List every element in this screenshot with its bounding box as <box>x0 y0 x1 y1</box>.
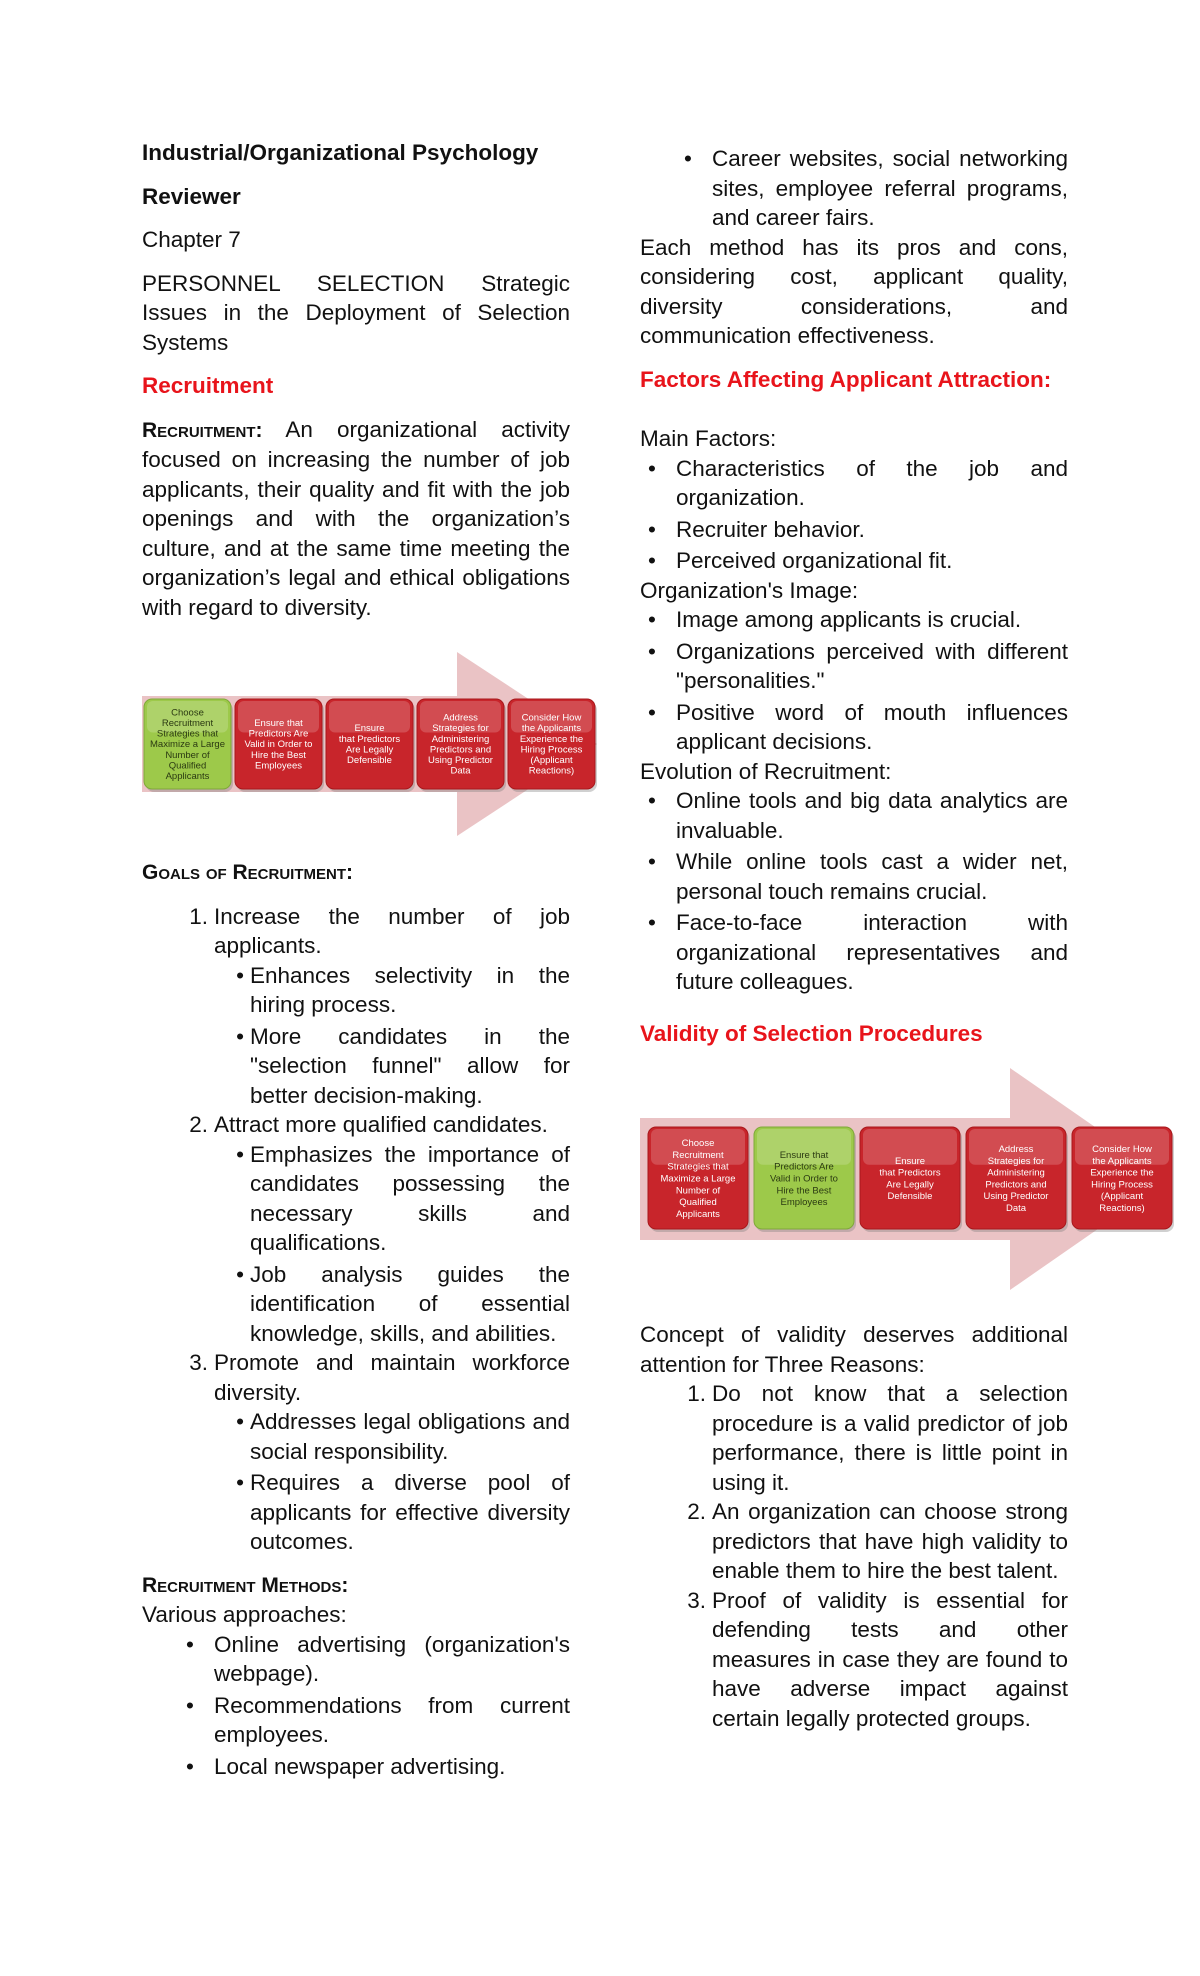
flow-step-text: Predictors Are <box>248 728 309 740</box>
method-item: • Local newspaper advertising. <box>186 1753 506 1779</box>
flow-step-text: Strategies for <box>987 1155 1045 1167</box>
flow-step-box <box>860 1127 962 1232</box>
factor-item: • Characteristics of the job and organization. <box>648 455 1068 510</box>
methods-list <box>186 1630 570 1782</box>
recruitment-term: Recruitment: <box>142 418 263 442</box>
flow-step-text: Data <box>1005 1203 1027 1214</box>
goal-item: 3. Promote and maintain workforce diversity. • Addresses legal obligations and social responsibility. • Requires a diverse pool of applicants for effective diversity outcomes. <box>214 1348 570 1557</box>
goal-sub-item: • More candidates in the "selection funnel" allow for better decision-making. <box>236 1023 570 1108</box>
flow-step-text: Reactions) <box>528 765 575 777</box>
flow-step-text: Experience the <box>519 733 584 745</box>
flow-step-box <box>144 699 233 792</box>
flow-step-box <box>235 699 324 792</box>
main-factors-list <box>648 454 1068 576</box>
flow-step-text: Valid in Order to <box>770 1173 838 1185</box>
flow-step-text: Predictors and <box>985 1179 1047 1191</box>
goal-sub-item: • Addresses legal obligations and social responsibility. <box>236 1409 570 1464</box>
flow-step-text: Hire the Best <box>776 1185 832 1197</box>
goal-sub-item: • Job analysis guides the identification of essential knowledge, skills, and abilities. <box>236 1261 570 1346</box>
flow-step-text: Strategies that <box>156 728 219 740</box>
goal-sub-item: • Requires a diverse pool of applicants for effective diversity outcomes. <box>236 1470 570 1554</box>
flow-step-text: (Applicant <box>1100 1191 1144 1203</box>
flow-step-text: Defensible <box>347 755 392 767</box>
factor-item: • Perceived organizational fit. <box>648 548 953 573</box>
goal-sub-item: • Enhances selectivity in the hiring process. <box>236 962 570 1017</box>
goals-heading: Goals of Recruitment: <box>142 861 353 884</box>
flow-step-text: Qualified <box>679 1197 717 1209</box>
method-item: • Online advertising (organization's webpage). <box>186 1631 570 1686</box>
flow-step-box <box>508 699 597 792</box>
reason-item: 1. Do not know that a selection procedure is a valid predictor of job performance, there is little point in using it. <box>687 1381 1068 1495</box>
right-column <box>640 144 1154 1733</box>
image-label: Organization's Image: <box>640 577 859 603</box>
concept-intro: Concept of validity deserves additional attention for Three Reasons: <box>640 1322 1068 1377</box>
flow-step-text: Ensure that <box>254 717 303 729</box>
goal-item: 1. Increase the number of job applicants. • Enhances selectivity in the hiring process. • More candidates in the "selection funnel" allow for better decision-making. <box>214 902 570 1111</box>
factors-heading: Factors Affecting Applicant Attraction: <box>640 366 1052 392</box>
flow-step-text: Maximize a Large <box>150 739 225 751</box>
flow-step-text: Reactions) <box>1099 1203 1145 1214</box>
chapter-label: Chapter 7 <box>142 227 241 252</box>
validity-heading: Validity of Selection Procedures <box>640 1020 983 1046</box>
flow-step-box <box>1072 1127 1174 1232</box>
goal-item: 2. Attract more qualified candidates. • Emphasizes the importance of candidates possessing the necessary skills and qualifications. • Job analysis guides the identification of essential knowledge, skills, and abilities. <box>214 1110 570 1348</box>
image-item: • Image among applicants is crucial. <box>648 607 1022 632</box>
factor-item: • Recruiter behavior. <box>648 516 865 542</box>
flow-step-text: Defensible <box>887 1191 933 1203</box>
flow-step-text: that Predictors <box>338 733 401 745</box>
evolution-label: Evolution of Recruitment: <box>640 758 892 784</box>
flow-step-text: Are Legally <box>345 744 394 756</box>
left-column <box>142 138 584 1781</box>
diagram-2-svg <box>640 1062 1180 1302</box>
flow-step-box <box>754 1127 856 1232</box>
methods-intro: Various approaches: <box>142 1602 347 1627</box>
method-item: • Recommendations from current employees. <box>186 1692 570 1747</box>
flow-step-text: Ensure that <box>779 1149 829 1161</box>
doc-subtitle: Reviewer <box>142 183 241 209</box>
flow-step-text: Consider How <box>521 712 582 724</box>
flow-step-text: Maximize a Large <box>660 1173 736 1185</box>
flow-step-text: Predictors Are <box>774 1161 834 1173</box>
chapter-title: PERSONNEL SELECTION Strategic Issues in the Deployment of Selection Systems <box>142 270 570 355</box>
flow-step-text: Administering <box>431 733 490 745</box>
flow-step-text: Ensure <box>354 723 385 735</box>
method-item: • Career websites, social networking sites, employee referral programs, and career fairs. <box>684 146 1068 230</box>
evolution-item: • Online tools and big data analytics are invaluable. <box>648 788 1068 843</box>
reason-item: 3. Proof of validity is essential for defending tests and other measures in case they are found to have adverse impact against certain legally protected groups. <box>687 1587 1068 1731</box>
goal-sub-item: • Emphasizes the importance of candidates possessing the necessary skills and qualifications. <box>236 1141 570 1255</box>
flow-step-text: Strategies that <box>667 1161 729 1173</box>
flow-step-box <box>648 1127 750 1232</box>
flow-step-text: Consider How <box>1092 1144 1152 1155</box>
flow-step-text: (Applicant <box>530 755 573 767</box>
flow-step-text: Employees <box>255 760 302 772</box>
flow-step-text: Using Predictor <box>983 1191 1049 1203</box>
flow-step-text: Recruitment <box>672 1149 724 1161</box>
image-item: • Organizations perceived with different "personalities." <box>648 638 1068 693</box>
doc-title: Industrial/Organizational Psychology <box>142 140 539 165</box>
flow-step-text: Data <box>450 765 471 777</box>
flow-step-text: Using Predictor <box>428 755 493 767</box>
recruitment-def-text: An organizational activity focused on increasing the number of job applicants, their quality and fit with the job openings and with the organization’s culture, and at the same time meeting the organization’s legal and ethical obligations with regard to diversity. <box>142 416 570 620</box>
evolution-list <box>648 786 1068 997</box>
evolution-item: • Face-to-face interaction with organizational representatives and future colleagues. <box>648 910 1068 994</box>
image-list <box>648 605 1068 757</box>
flow-step-text: the Applicants <box>1092 1155 1152 1167</box>
flow-step-text: Hire the Best <box>251 749 306 761</box>
flow-step-text: Ensure <box>894 1155 926 1167</box>
flow-step-text: Qualified <box>168 760 207 772</box>
flow-step-text: Hiring Process <box>520 744 583 756</box>
evolution-item: • While online tools cast a wider net, personal touch remains crucial. <box>648 849 1068 904</box>
flow-step-box <box>966 1127 1068 1232</box>
diagram-1-svg <box>142 644 602 844</box>
flow-step-text: Address <box>998 1144 1034 1155</box>
flow-step-text: Number of <box>675 1185 721 1197</box>
flow-step-text: Applicants <box>676 1208 720 1220</box>
flow-step-text: that Predictors <box>879 1167 941 1179</box>
reason-item: 2. An organization can choose strong predictors that have high validity to enable them to hire the best talent. <box>687 1499 1068 1583</box>
recruitment-definition <box>142 415 570 623</box>
flow-step-box <box>417 699 506 792</box>
goals-list <box>189 902 570 1557</box>
flow-step-text: Experience the <box>1090 1167 1154 1179</box>
flow-step-text: the Applicants <box>521 723 582 735</box>
reasons-list <box>687 1379 1068 1733</box>
recruitment-process-diagram-2 <box>640 1062 1154 1302</box>
flow-step-text: Applicants <box>165 771 210 783</box>
flow-step-text: Valid in Order to <box>244 739 313 751</box>
flow-step-text: Choose <box>681 1138 715 1150</box>
methods-list-cont <box>684 144 1068 233</box>
flow-step-text: Choose <box>171 707 204 719</box>
methods-heading: Recruitment Methods: <box>142 1573 349 1597</box>
flow-step-text: Address <box>443 712 478 724</box>
image-item: • Positive word of mouth influences applicant decisions. <box>648 699 1068 754</box>
flow-step-text: Strategies for <box>432 723 489 735</box>
flow-step-text: Hiring Process <box>1091 1179 1153 1191</box>
flow-step-text: Administering <box>987 1167 1045 1179</box>
recruitment-process-diagram-1 <box>142 644 584 844</box>
flow-step-text: Recruitment <box>161 717 214 729</box>
methods-note: Each method has its pros and cons, considering cost, applicant quality, diversity considerations, and communication effectiveness. <box>640 234 1068 348</box>
flow-step-text: Employees <box>780 1197 828 1209</box>
flow-step-text: Are Legally <box>886 1179 934 1191</box>
main-factors-label: Main Factors: <box>640 426 777 451</box>
flow-step-text: Predictors and <box>429 744 492 756</box>
flow-step-text: Number of <box>165 749 210 761</box>
recruitment-heading: Recruitment <box>142 373 274 398</box>
flow-step-box <box>326 699 415 792</box>
